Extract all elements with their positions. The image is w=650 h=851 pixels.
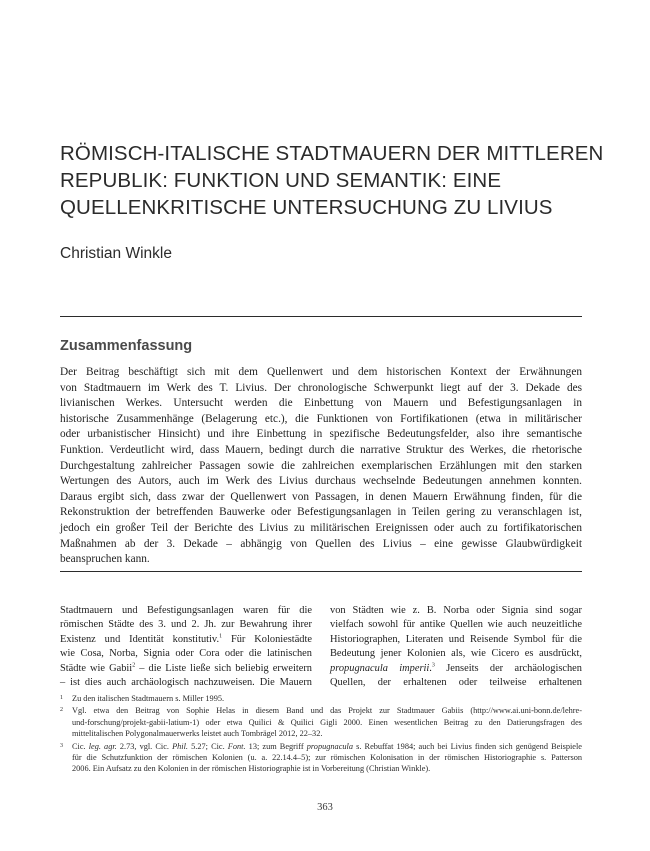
citation-abbrev: leg. agr. — [88, 741, 117, 751]
body-line: Stadtmauern und Befestigungsanlagen waren für die — [60, 605, 312, 616]
footnote-line: Vgl. etwa den Beitrag von Sophie Helas in diesem Band und das Projekt zur Stadtmauer Gabiis (http://www.ai.uni-bonn.de/lehre- — [72, 706, 582, 716]
abstract-line: livianischen Werkes. Untersucht werden die Einbettung von Mauern und Befestigungsanlagen in — [60, 397, 582, 410]
divider-bottom — [60, 571, 582, 572]
body-line: Historiographen, Literaten und Reisende Symbol für die — [330, 633, 582, 645]
body-line: Bedeutung jener Kolonien als, wie Cicero es ausdrückt, — [330, 648, 582, 660]
abstract-line: jedoch ein großer Teil der Berichte des Livius zu militärischen Ereignissen oder auch zu fortifikatorischen — [60, 521, 582, 534]
body-column-right — [330, 604, 582, 690]
abstract-line: Rekonstruktion der betreffenden Bauwerke oder Befestigungsanlagen in Teilen gering zu veranschlagen ist, — [60, 506, 582, 519]
footnote-line: Zu den italischen Stadtmauern s. Miller 1995. — [72, 694, 225, 703]
footnote — [60, 693, 582, 704]
body-line: Quellen, der erhaltenen oder teilweise erhaltenen — [330, 677, 582, 689]
footnote-text: 13; zum Begriff — [245, 741, 307, 751]
body-column-left — [60, 604, 312, 690]
footnote-number: 2 — [60, 707, 63, 714]
body-line: römischen Städte des 3. und 2. Jh. zur Bewahrung ihrer — [60, 619, 312, 631]
footnote — [60, 705, 582, 739]
body-text: Für Koloniestädte — [222, 633, 312, 645]
body-text: – die Liste ließe sich beliebig erweitern — [135, 662, 312, 674]
latin-term: propugnacula — [306, 741, 353, 751]
title-line: RÖMISCH-ITALISCHE STADTMAUERN DER MITTLEREN — [60, 142, 604, 165]
body-line: – ist dies auch archäologisch nachzuweisen. Die Mauern — [60, 677, 312, 689]
body-text: Städte wie Gabii — [60, 662, 133, 674]
footnote — [60, 741, 582, 775]
abstract-line: historische Zusammenhänge (Belagerung etc.), die Funktionen von Fortifikationen (etwa in militärischer — [60, 412, 582, 425]
footnote-text: 5.27; Cic. — [188, 741, 228, 751]
footnote-ref[interactable]: 2 — [132, 662, 136, 669]
body-text: Jenseits der archäologischen — [434, 662, 582, 674]
body-line: vielfach sowohl für antike Quellen wie auch neuzeitliche — [330, 619, 582, 631]
title-line: REPUBLIK: FUNKTION UND SEMANTIK: EINE — [60, 169, 502, 192]
abstract-line: von Stadtmauern im Werk des T. Livius. Der chronologische Schwerpunkt liegt auf der 3. Dekade des — [60, 381, 582, 394]
footnote-line: für die Schutzfunktion der römischen Kolonien (u. a. 22.14.4–5); zur römischen Kolonisation in der römischen Historiographie s. Patterson — [72, 753, 582, 763]
article-title — [60, 140, 604, 221]
body-line: von Städten wie z. B. Norba oder Signia sind sogar — [330, 605, 582, 616]
abstract-line: Daraus ergibt sich, dass zwar der Quellenwert von Passagen, in denen Mauern Erwähnung finden, für die — [60, 490, 582, 503]
body-line: wie Cosa, Norba, Signia oder Cora oder die latinischen — [60, 648, 312, 660]
footnote-line: mittelitalischen Polygonalmauerwerks leistet auch Tombrägel 2012, 22–32. — [72, 729, 323, 739]
footnote-ref[interactable]: 1 — [219, 633, 223, 640]
footnotes — [60, 693, 582, 776]
author-name: Christian Winkle — [60, 245, 172, 262]
footnote-number: 1 — [60, 695, 63, 701]
abstract-line: oder urbanistischer Hinsicht) und ihre Einbettung in spezifische Bedeutungsfelder, also ihre semantische — [60, 428, 582, 441]
footnote-text: Cic. — [72, 741, 89, 751]
abstract-line: Funktion. Verdeutlicht wird, dass Mauern, bedingt durch die narrative Struktur des Werkes, die rhetorische — [60, 443, 582, 456]
body-line — [60, 633, 312, 647]
footnote-ref[interactable]: 3 — [431, 662, 435, 669]
divider-top — [60, 316, 582, 317]
footnote-number: 3 — [60, 742, 63, 749]
abstract-line: Wertungen des Autors, auch im Werk des Livius durchaus wechselnde Bedeutungen annehmen konnten. — [60, 475, 582, 488]
body-text: . — [429, 662, 432, 674]
abstract-line: Maßnahmen ab der 3. Dekade – abhängig von Quellen des Livius – eine gewisse Glaubwürdigkeit — [60, 537, 582, 550]
body-line — [60, 662, 312, 676]
footnote-line: 2006. Ein Aufsatz zu den Kolonien in der römischen Historiographie ist in Vorbereitung (Christian Winkle). — [72, 764, 431, 774]
abstract-line: Der Beitrag beschäftigt sich mit dem Quellenwert und dem historischen Kontext der Erwähnungen — [60, 366, 582, 378]
footnote-text: 2.73, vgl. Cic. — [116, 741, 173, 751]
body-text: Existenz und Identität konstitutiv. — [60, 633, 220, 645]
footnote-line — [72, 741, 582, 752]
latin-phrase: propugnacula imperii — [330, 662, 430, 674]
page-number: 363 — [317, 802, 333, 813]
citation-abbrev: Font. — [227, 741, 246, 751]
footnote-text: s. Rebuffat 1984; auch bei Livius finden sich genügend Beispiele — [352, 741, 582, 751]
title-line: QUELLENKRITISCHE UNTERSUCHUNG ZU LIVIUS — [60, 196, 553, 219]
body-line — [330, 662, 582, 676]
citation-abbrev: Phil. — [172, 741, 188, 751]
abstract-text — [60, 365, 582, 568]
footnote-line: und-forschung/projekt-gabii-latium-1) oder etwa Quilici & Quilici Gigli 2000. Einen wesentlichen Beitrag zu den Datierungsfragen des — [72, 717, 582, 727]
abstract-heading: Zusammenfassung — [60, 338, 193, 354]
abstract-line: Durchgestaltung zahlreicher Passagen sowie die zahlreichen exemplarischen Erzählungen mit den starken — [60, 459, 582, 472]
abstract-line: beanspruchen kann. — [60, 553, 150, 566]
